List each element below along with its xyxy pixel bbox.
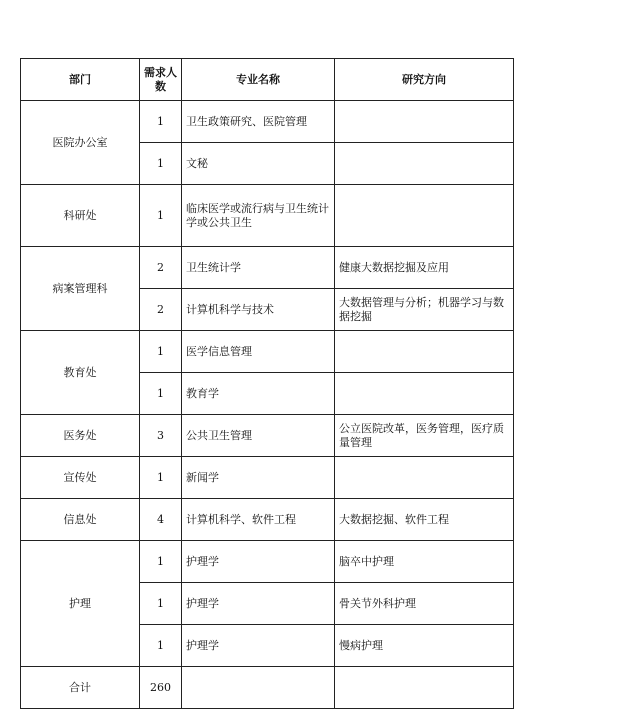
header-dept: 部门 (21, 59, 140, 101)
major-cell: 护理学 (182, 541, 335, 583)
major-cell: 护理学 (182, 583, 335, 625)
count-cell: 1 (140, 185, 182, 247)
direction-cell (335, 331, 514, 373)
direction-cell: 大数据挖掘、软件工程 (335, 499, 514, 541)
major-cell: 新闻学 (182, 457, 335, 499)
dept-cell: 医院办公室 (21, 101, 140, 185)
header-row (21, 59, 514, 101)
dept-cell: 信息处 (21, 499, 140, 541)
header-count (140, 59, 182, 101)
table-row (21, 185, 514, 247)
major-cell: 护理学 (182, 625, 335, 667)
dept-cell: 宣传处 (21, 457, 140, 499)
count-cell: 1 (140, 331, 182, 373)
total-row (21, 667, 514, 709)
direction-cell (335, 185, 514, 247)
direction-cell: 大数据管理与分析；机器学习与数据挖掘 (335, 289, 514, 331)
dept-cell: 教育处 (21, 331, 140, 415)
count-cell: 1 (140, 541, 182, 583)
table-row (21, 331, 514, 373)
count-cell: 1 (140, 143, 182, 185)
table-row (21, 499, 514, 541)
direction-cell: 健康大数据挖掘及应用 (335, 247, 514, 289)
major-cell: 文秘 (182, 143, 335, 185)
count-cell: 3 (140, 415, 182, 457)
direction-cell: 慢病护理 (335, 625, 514, 667)
direction-cell (335, 101, 514, 143)
major-cell: 卫生政策研究、医院管理 (182, 101, 335, 143)
total-direction-empty (335, 667, 514, 709)
total-count: 260 (140, 667, 182, 709)
major-cell: 公共卫生管理 (182, 415, 335, 457)
table-row (21, 247, 514, 289)
total-label: 合计 (21, 667, 140, 709)
header-direction: 研究方向 (335, 59, 514, 101)
total-major-empty (182, 667, 335, 709)
header-count-line1: 需求人 (144, 65, 177, 79)
recruitment-table (20, 58, 514, 709)
major-cell: 临床医学或流行病与卫生统计学或公共卫生 (182, 185, 335, 247)
header-major: 专业名称 (182, 59, 335, 101)
table-row (21, 457, 514, 499)
count-cell: 1 (140, 373, 182, 415)
header-count-line2: 数 (155, 79, 166, 93)
dept-cell: 护理 (21, 541, 140, 667)
dept-cell: 医务处 (21, 415, 140, 457)
direction-cell (335, 143, 514, 185)
count-cell: 2 (140, 247, 182, 289)
direction-cell (335, 373, 514, 415)
table-row (21, 101, 514, 143)
major-cell: 教育学 (182, 373, 335, 415)
table-row (21, 415, 514, 457)
direction-cell (335, 457, 514, 499)
table-row (21, 541, 514, 583)
direction-cell: 公立医院改革，医务管理，医疗质量管理 (335, 415, 514, 457)
dept-cell: 科研处 (21, 185, 140, 247)
major-cell: 计算机科学与技术 (182, 289, 335, 331)
count-cell: 4 (140, 499, 182, 541)
count-cell: 1 (140, 583, 182, 625)
count-cell: 2 (140, 289, 182, 331)
major-cell: 医学信息管理 (182, 331, 335, 373)
direction-cell: 骨关节外科护理 (335, 583, 514, 625)
count-cell: 1 (140, 625, 182, 667)
count-cell: 1 (140, 101, 182, 143)
major-cell: 计算机科学、软件工程 (182, 499, 335, 541)
dept-cell: 病案管理科 (21, 247, 140, 331)
direction-cell: 脑卒中护理 (335, 541, 514, 583)
count-cell: 1 (140, 457, 182, 499)
major-cell: 卫生统计学 (182, 247, 335, 289)
